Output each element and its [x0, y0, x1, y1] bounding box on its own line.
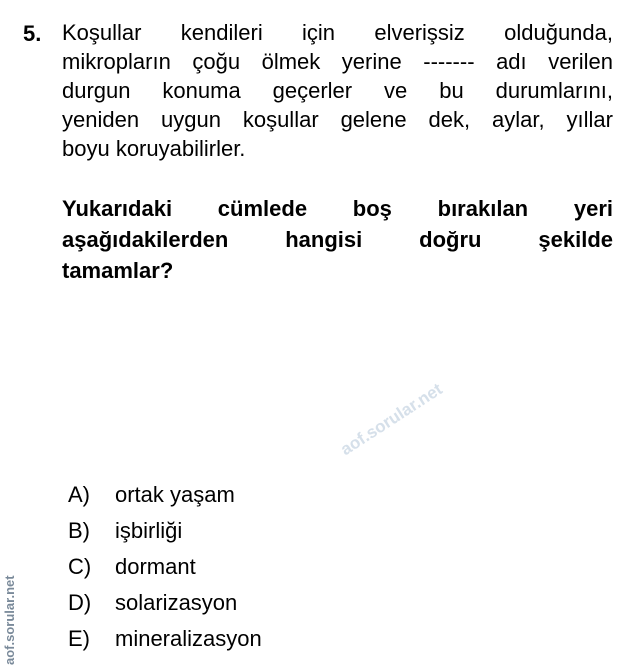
option-letter: C) — [68, 554, 92, 579]
prompt-line: tamamlar? — [62, 258, 174, 283]
option-text: solarizasyon — [115, 590, 238, 615]
watermark-diagonal: aof.sorular.net — [337, 379, 446, 460]
option-letter: A) — [68, 482, 90, 507]
option-a[interactable] — [68, 477, 262, 513]
question-stem — [62, 18, 613, 163]
option-text: ortak yaşam — [115, 482, 235, 507]
option-text: mineralizasyon — [115, 626, 262, 651]
question-number: 5. — [23, 21, 42, 46]
option-d[interactable] — [68, 585, 262, 621]
option-text: işbirliği — [115, 518, 183, 543]
prompt-line: Yukarıdaki cümlede boş bırakılan yeri — [62, 196, 613, 221]
option-letter: E) — [68, 626, 90, 651]
stem-line: boyu koruyabilirler. — [62, 136, 246, 161]
question-prompt — [62, 193, 613, 286]
option-letter: B) — [68, 518, 90, 543]
answer-options — [68, 477, 262, 657]
prompt-line: aşağıdakilerden hangisi doğru şekilde — [62, 227, 613, 252]
option-text: dormant — [115, 554, 196, 579]
watermark-side: aof.sorular.net — [2, 575, 17, 665]
stem-line: durgun konuma geçerler ve bu durumlarını, — [62, 78, 613, 103]
stem-line: Koşullar kendileri için elverişsiz olduğunda, — [62, 20, 613, 45]
option-letter: D) — [68, 590, 92, 615]
option-e[interactable] — [68, 621, 262, 657]
stem-line: mikropların çoğu ölmek yerine ------- adı verilen — [62, 49, 613, 74]
option-c[interactable] — [68, 549, 262, 585]
option-b[interactable] — [68, 513, 262, 549]
stem-line: yeniden uygun koşullar gelene dek, aylar, yıllar — [62, 107, 613, 132]
